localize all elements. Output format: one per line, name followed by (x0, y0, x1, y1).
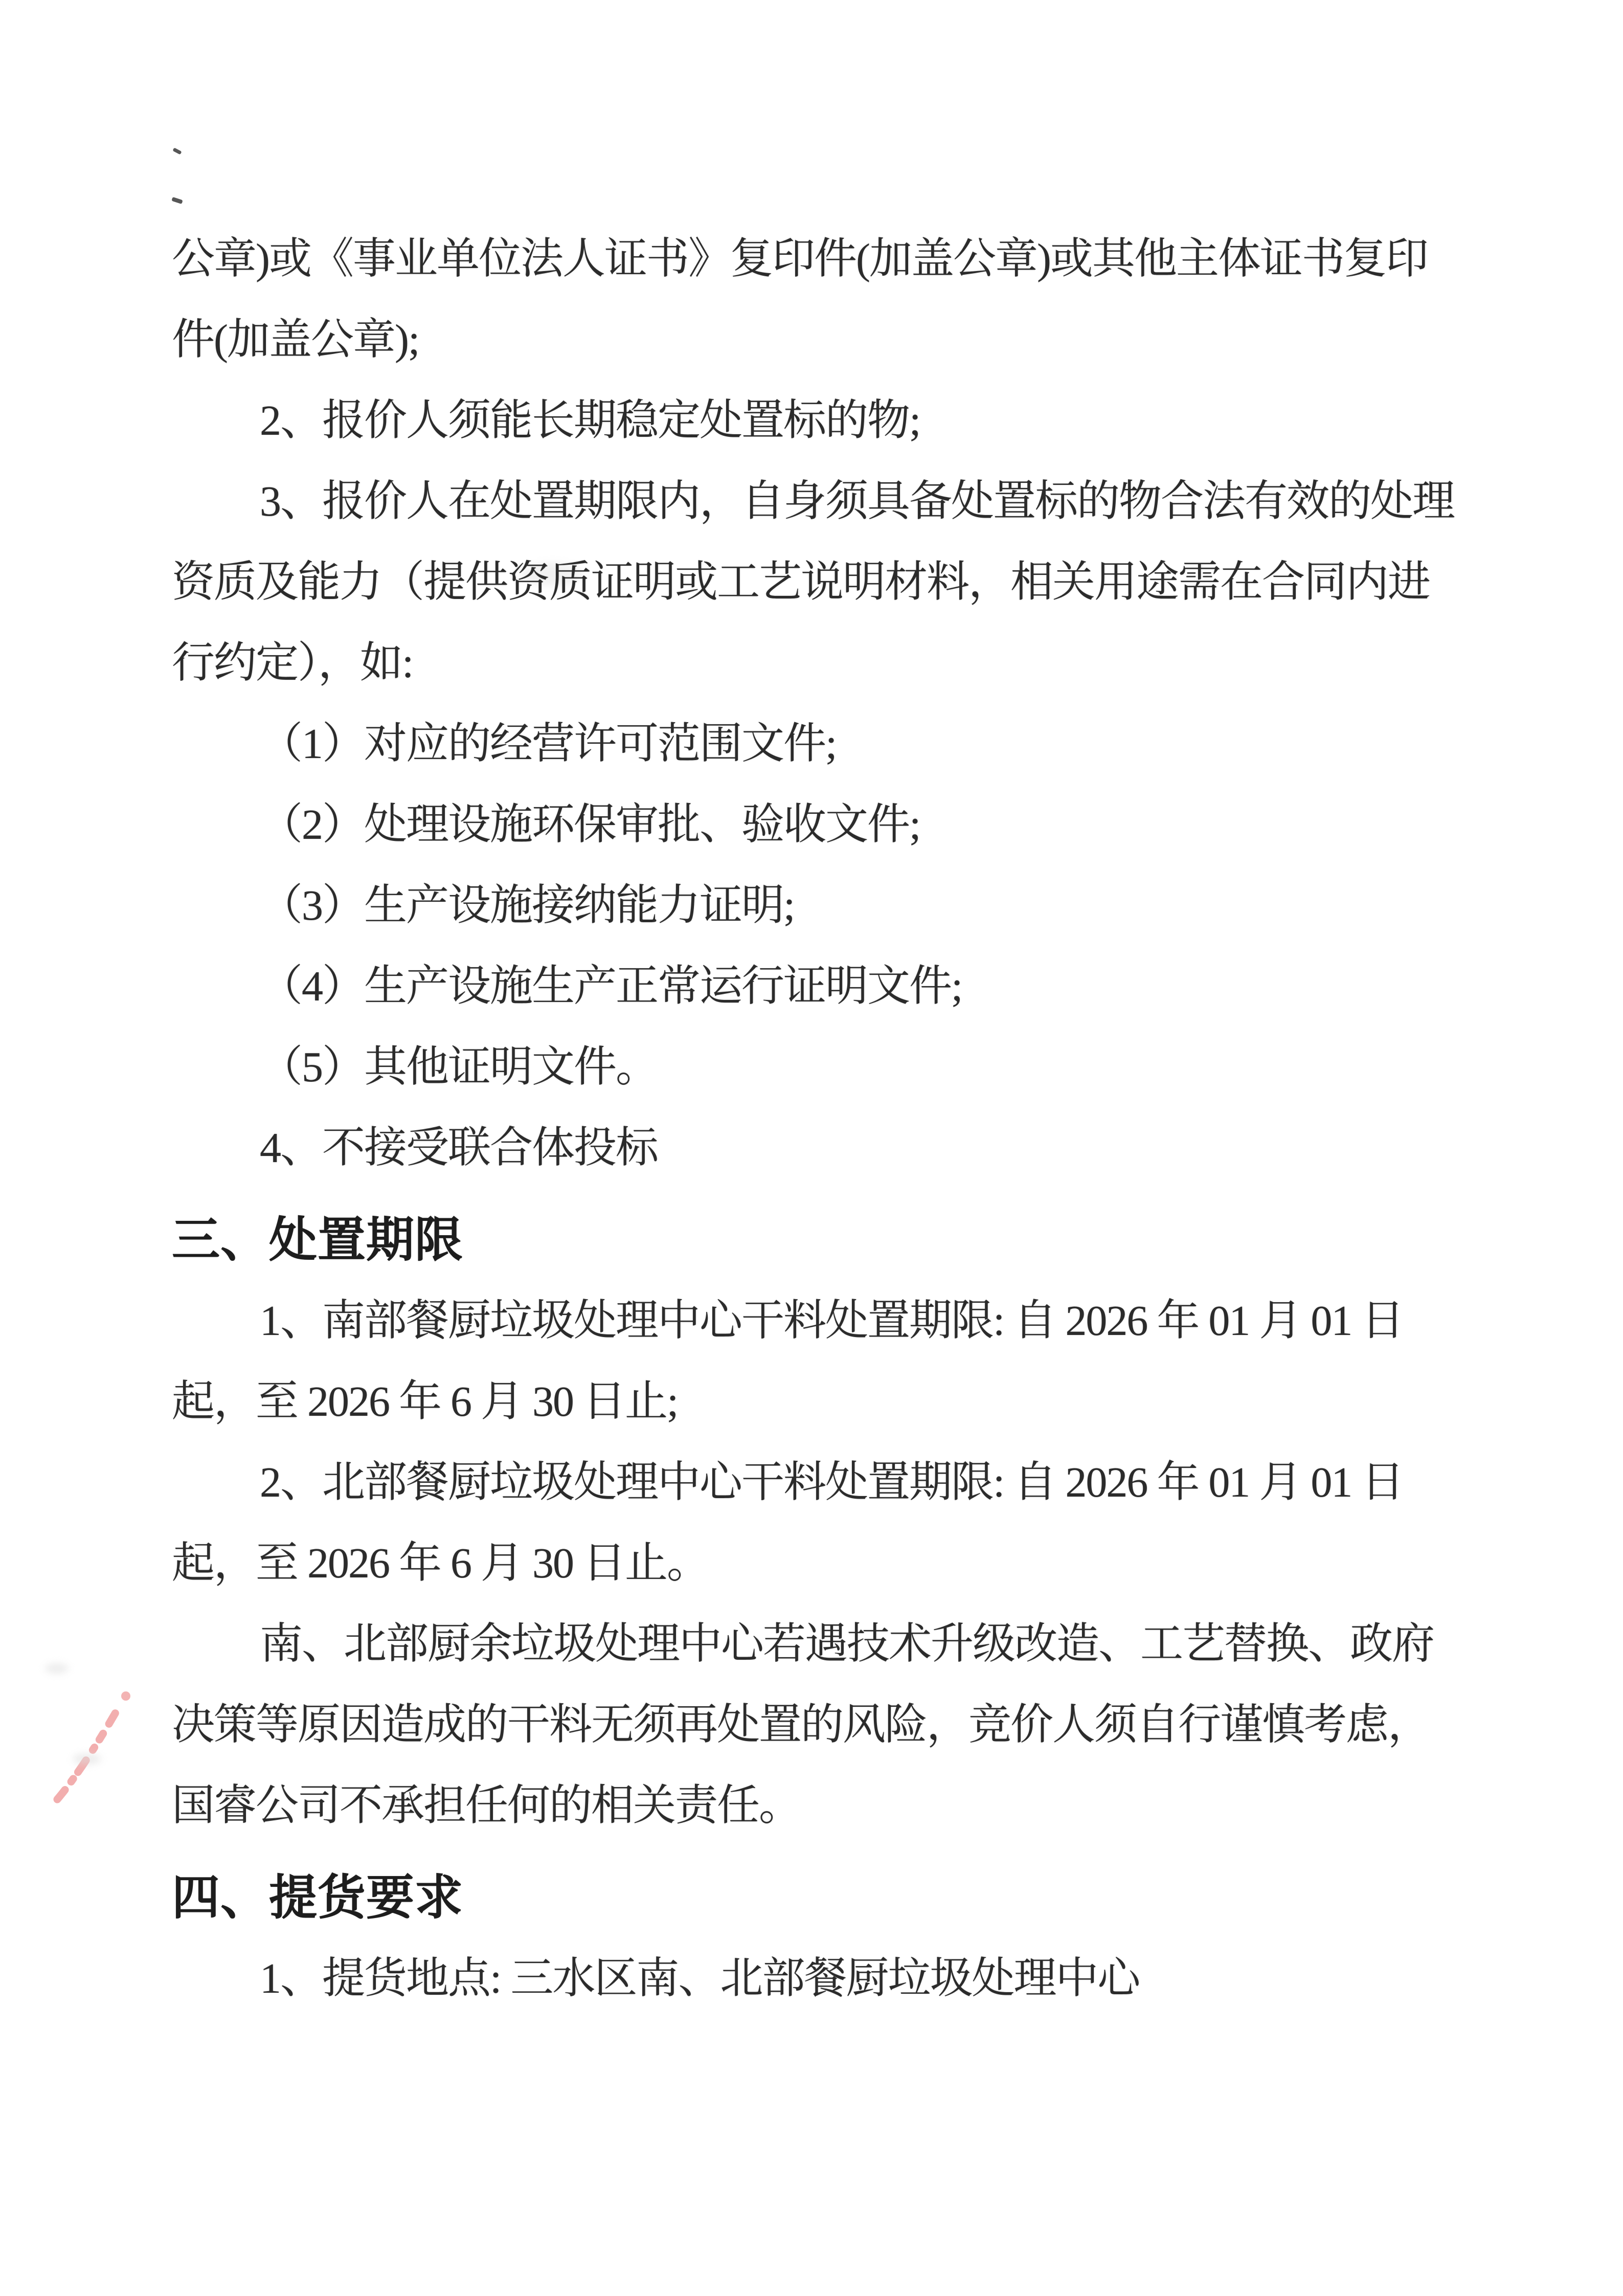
text-line: 决策等原因造成的干料无须再处置的风险，竞价人须自行谨慎考虑， (172, 1701, 1430, 1749)
scan-smudge (45, 1663, 69, 1674)
text-line: 4、不接受联合体投标 (260, 1124, 658, 1172)
text-line: （3）生产设施接纳能力证明; (260, 882, 795, 929)
text-line: 3、报价人在处置期限内，自身须具备处置标的物合法有效的处理 (260, 478, 1455, 525)
text-line: 2、报价人须能长期稳定处置标的物; (260, 397, 920, 444)
section-heading-disposal-period: 三、处置期限 (172, 1212, 464, 1268)
text-line: 南、北部厨余垃圾处理中心若遇技术升级改造、工艺替换、政府 (260, 1620, 1434, 1668)
text-line: 公章)或《事业单位法人证书》复印件(加盖公章)或其他主体证书复印 (172, 235, 1428, 283)
section-heading-pickup-requirements: 四、提货要求 (172, 1870, 464, 1926)
text-line: 件(加盖公章); (172, 316, 419, 364)
text-line: 1、南部餐厨垃圾处理中心干料处置期限: 自 2026 年 01 月 01 日 (260, 1297, 1404, 1345)
text-line: 行约定），如: (172, 639, 413, 687)
text-line: 资质及能力（提供资质证明或工艺说明材料，相关用途需在合同内进 (172, 559, 1430, 606)
document-text-block (172, 219, 1501, 2019)
scan-speck (172, 147, 182, 154)
red-pen-mark (31, 1678, 153, 1816)
text-line: （4）生产设施生产正常运行证明文件; (260, 963, 962, 1010)
scan-smudge (73, 1753, 101, 1765)
text-line: （5）其他证明文件。 (260, 1043, 658, 1091)
text-line: 国睿公司不承担任何的相关责任。 (172, 1782, 801, 1830)
text-line: 2、北部餐厨垃圾处理中心干料处置期限: 自 2026 年 01 月 01 日 (260, 1459, 1404, 1506)
text-line: 起，至 2026 年 6 月 30 日止; (172, 1378, 678, 1425)
scan-speck (171, 197, 183, 204)
text-line: （2）处理设施环保审批、验收文件; (260, 801, 920, 849)
text-line: 起，至 2026 年 6 月 30 日止。 (172, 1540, 709, 1587)
text-line: （1）对应的经营许可范围文件; (260, 720, 837, 768)
text-line: 1、提货地点: 三水区南、北部餐厨垃圾处理中心 (260, 1955, 1140, 2002)
